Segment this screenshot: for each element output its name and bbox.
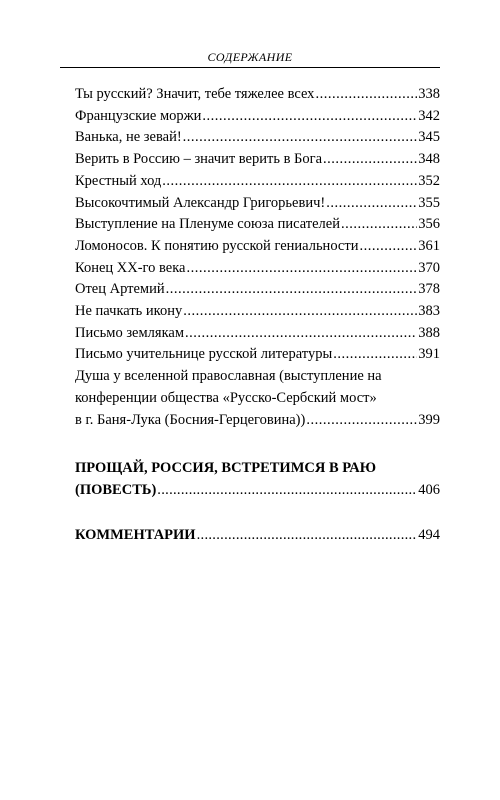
toc-entry-page: 391 (418, 346, 440, 363)
toc-entry-page: 356 (418, 216, 440, 233)
toc-entry-page: 378 (418, 281, 440, 298)
toc-entry-page: 355 (418, 194, 440, 211)
toc-entry-title: Отец Артемий (75, 281, 165, 298)
toc-entry-page: 338 (418, 86, 440, 102)
table-of-contents (75, 84, 440, 546)
toc-entry-title: Верить в Россию – значит верить в Бога (75, 151, 323, 168)
toc-entry[interactable] (75, 106, 440, 128)
toc-entry-page: 352 (418, 172, 440, 189)
toc-entry-multiline[interactable] (75, 366, 440, 431)
toc-entry-page: 370 (418, 259, 440, 276)
leader-dots (166, 279, 418, 301)
toc-entry-page: 383 (418, 303, 440, 320)
leader-dots (333, 344, 417, 366)
toc-part-farewell-russia[interactable] (75, 458, 440, 501)
toc-entry[interactable] (75, 301, 440, 323)
toc-entry-page: 388 (418, 324, 440, 341)
toc-entry-title: Конец XX-го века (75, 259, 186, 276)
running-head: СОДЕРЖАНИЕ (207, 50, 293, 64)
toc-entry[interactable] (75, 344, 440, 366)
toc-part-title-line: (ПОВЕСТЬ) (75, 481, 157, 498)
toc-entry[interactable] (75, 236, 440, 258)
leader-dots (341, 214, 417, 236)
toc-entry[interactable] (75, 214, 440, 236)
leader-dots (202, 106, 417, 128)
leader-dots (183, 301, 417, 323)
leader-dots (186, 258, 417, 280)
leader-dots (157, 480, 417, 502)
toc-part-title-line: КОММЕНТАРИИ (75, 526, 196, 543)
toc-entry-title-line: Душа у вселенной православная (выступление на (75, 368, 382, 385)
toc-entry-title: Письмо учительнице русской литературы (75, 346, 333, 363)
toc-entry-title: Не пачкать икону (75, 303, 183, 320)
toc-part-page: 494 (418, 526, 440, 543)
toc-entry[interactable] (75, 149, 440, 171)
toc-entry-title: Высокочтимый Александр Григорьевич! (75, 194, 326, 211)
leader-dots (359, 236, 417, 258)
toc-entry-title: Ванька, не зевай! (75, 129, 182, 146)
toc-part-comments[interactable] (75, 525, 440, 547)
toc-entry-title-line: конференции общества «Русско-Сербский мост» (75, 389, 377, 406)
toc-entry-title: Выступление на Пленуме союза писателей (75, 216, 340, 233)
toc-entry-title: Крестный ход (75, 172, 162, 189)
toc-entry[interactable] (75, 171, 440, 193)
toc-entry[interactable] (75, 84, 440, 106)
leader-dots (162, 171, 417, 193)
toc-part-page: 406 (418, 481, 440, 498)
leader-dots (315, 84, 417, 106)
toc-entry-page: 399 (418, 411, 440, 428)
toc-entry-page: 345 (418, 129, 440, 146)
toc-part-title-line: ПРОЩАЙ, РОССИЯ, ВСТРЕТИМСЯ В РАЮ (75, 460, 377, 477)
header-rule (60, 67, 440, 68)
toc-entry-page: 361 (418, 237, 440, 254)
toc-entry[interactable] (75, 193, 440, 215)
toc-entry[interactable] (75, 258, 440, 280)
leader-dots (185, 323, 417, 345)
leader-dots (183, 127, 418, 149)
leader-dots (326, 193, 417, 215)
leader-dots (323, 149, 417, 171)
toc-entry[interactable] (75, 323, 440, 345)
toc-entry[interactable] (75, 127, 440, 149)
toc-entry-title: Французские моржи (75, 107, 202, 124)
toc-entry-title: Ломоносов. К понятию русской гениальности (75, 237, 359, 254)
toc-entry-title-line: в г. Баня-Лука (Босния-Герцеговина)) (75, 411, 306, 428)
leader-dots (197, 525, 418, 547)
toc-entry-title: Письмо землякам (75, 324, 185, 341)
toc-entry-page: 342 (418, 107, 440, 124)
toc-entry-page: 348 (418, 151, 440, 168)
leader-dots (306, 410, 417, 432)
toc-entry[interactable] (75, 279, 440, 301)
toc-entry-title: Ты русский? Значит, тебе тяжелее всех (75, 86, 315, 102)
